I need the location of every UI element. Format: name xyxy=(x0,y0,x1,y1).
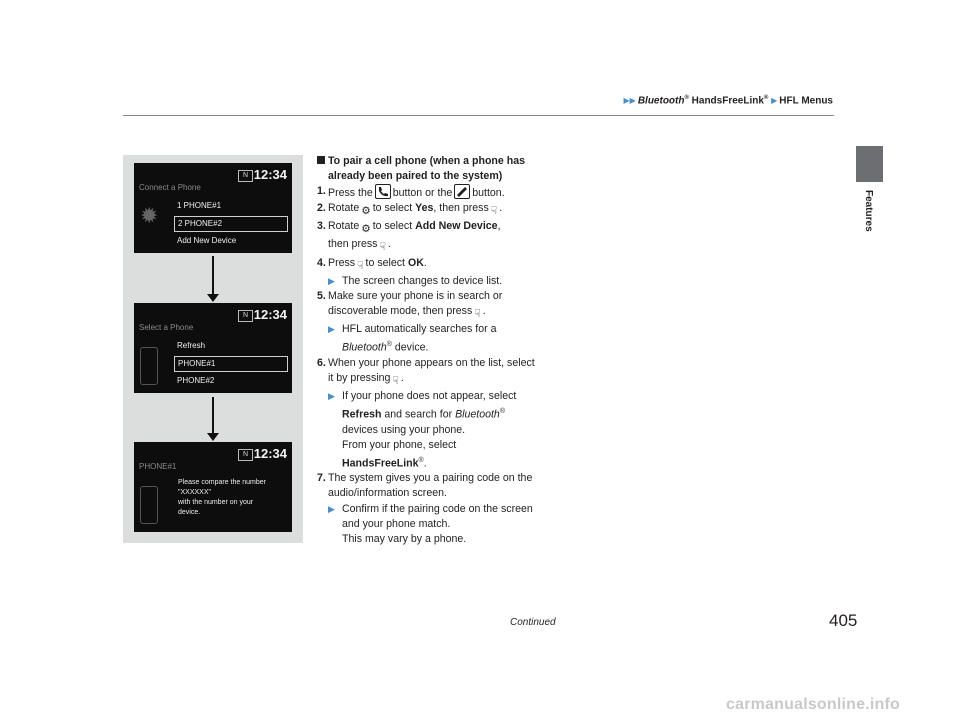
step-4 xyxy=(317,256,557,274)
result-text: This may vary by a phone. xyxy=(342,532,467,545)
step-text: discoverable mode, then press xyxy=(328,304,473,317)
step-number: 5. xyxy=(317,289,326,302)
step-number: 6. xyxy=(317,356,326,369)
step-text: to select xyxy=(372,202,413,215)
screen-title: Select a Phone xyxy=(139,323,194,332)
clock: 12:34 xyxy=(253,167,287,182)
result-text: device. xyxy=(391,341,429,354)
screen-pairing-code xyxy=(134,442,292,532)
pairing-confirm-text xyxy=(178,478,288,518)
continued-label: Continued xyxy=(510,617,556,628)
heading-line: To pair a cell phone (when a phone has xyxy=(328,155,525,167)
step-text: , xyxy=(497,220,501,233)
step-text: to select xyxy=(372,220,413,233)
step-number: 7. xyxy=(317,472,326,485)
step-text: button or the xyxy=(392,187,453,200)
menu-item-selected[interactable]: 2 PHONE#2 xyxy=(174,216,288,232)
step-7 xyxy=(317,471,557,501)
step-text: Make sure your phone is in search or xyxy=(328,289,503,302)
n-badge: N xyxy=(238,310,253,322)
result-text: devices using your phone. xyxy=(342,423,466,436)
result-text: HFL automatically searches for a xyxy=(342,322,497,335)
phone-icon xyxy=(140,347,158,385)
option-add-new-device: Add New Device xyxy=(415,220,498,233)
step-text: . xyxy=(482,304,486,317)
step-text: button. xyxy=(472,187,505,200)
result-text: Bluetooth xyxy=(455,408,500,421)
n-badge: N xyxy=(238,449,253,461)
breadcrumb-arrow-icon: ▶ xyxy=(771,96,778,106)
option-ok: OK xyxy=(407,256,424,269)
step-3 xyxy=(317,219,557,255)
step-text: . xyxy=(400,371,404,384)
option-yes: Yes xyxy=(415,202,434,215)
confirm-line: device. xyxy=(178,509,201,516)
step-4-result xyxy=(317,274,557,289)
selector-knob-icon: ⚙ xyxy=(361,223,371,236)
square-bullet-icon xyxy=(317,156,325,164)
result-text: and search for xyxy=(381,408,456,421)
section-label-text: Features xyxy=(863,190,874,232)
screen-select-phone xyxy=(134,303,292,393)
result-arrow-icon: ▶ xyxy=(328,323,335,334)
step-text: , then press xyxy=(433,202,489,215)
flow-arrow-line xyxy=(212,397,214,435)
breadcrumb-arrow-icon: ▶▶ xyxy=(623,96,636,106)
step-5-result xyxy=(317,322,557,356)
step-text: to select xyxy=(365,256,405,269)
press-knob-icon: ☟ xyxy=(392,374,399,387)
phone-signal-icon xyxy=(140,486,158,524)
selector-knob-icon: ⚙ xyxy=(361,205,371,218)
gear-icon: ✹ xyxy=(140,203,159,228)
screen-connect-phone xyxy=(134,163,292,253)
press-knob-icon: ☟ xyxy=(474,307,481,320)
result-text: . xyxy=(423,457,427,470)
registered-mark: ® xyxy=(418,456,424,464)
step-text: it by pressing xyxy=(328,371,391,384)
confirm-line: Please compare the number xyxy=(178,479,266,486)
breadcrumb-bluetooth: Bluetooth xyxy=(637,95,685,107)
flow-arrow-down-icon xyxy=(207,433,219,441)
watermark: carmanualsonline.info xyxy=(726,696,901,713)
menu-item[interactable]: Refresh xyxy=(177,341,206,350)
registered-mark: ® xyxy=(386,341,392,349)
confirm-line: with the number on your xyxy=(178,499,254,506)
step-number: 4. xyxy=(317,256,326,269)
screen-title: Connect a Phone xyxy=(139,183,201,192)
registered-mark: ® xyxy=(499,407,505,415)
phone-button-icon xyxy=(375,184,391,199)
step-text: . xyxy=(423,256,427,269)
hang-up-button-icon xyxy=(454,184,470,199)
step-2 xyxy=(317,201,557,219)
step-text: then press xyxy=(328,238,378,251)
step-6 xyxy=(317,356,557,389)
result-text: If your phone does not appear, select xyxy=(342,389,517,402)
page-number: 405 xyxy=(829,611,858,630)
flow-arrow-line xyxy=(212,256,214,296)
step-text: Press the xyxy=(328,187,373,200)
option-handsfreelink: HandsFreeLink xyxy=(342,457,419,470)
instructions xyxy=(317,154,557,547)
flow-arrow-down-icon xyxy=(207,294,219,302)
step-text: Rotate xyxy=(328,220,360,233)
option-refresh: Refresh xyxy=(342,408,382,421)
step-text: Rotate xyxy=(328,202,360,215)
result-arrow-icon: ▶ xyxy=(328,390,335,401)
breadcrumb-handsfreelink: HandsFreeLink xyxy=(688,95,764,107)
step-7-result xyxy=(317,502,557,547)
step-5 xyxy=(317,289,557,322)
screen-title: PHONE#1 xyxy=(139,462,177,471)
breadcrumb-hfl-menus: HFL Menus xyxy=(779,95,833,107)
section-label xyxy=(862,190,876,250)
header-rule xyxy=(123,115,834,116)
step-text: Press xyxy=(328,256,356,269)
section-heading xyxy=(317,169,557,184)
step-text: . xyxy=(499,202,503,215)
step-1 xyxy=(317,184,557,201)
press-knob-icon: ☟ xyxy=(379,241,386,254)
step-6-result xyxy=(317,389,557,472)
press-knob-icon: ☟ xyxy=(490,205,498,218)
n-badge: N xyxy=(238,170,253,182)
section-heading xyxy=(317,154,557,169)
breadcrumb xyxy=(624,95,834,106)
step-number: 1. xyxy=(317,185,326,198)
step-text: . xyxy=(387,238,391,251)
menu-item[interactable]: PHONE#2 xyxy=(177,376,215,385)
press-knob-icon: ☟ xyxy=(357,259,364,272)
result-arrow-icon: ▶ xyxy=(328,275,335,286)
menu-item[interactable]: 1 PHONE#1 xyxy=(177,201,222,210)
registered-mark: ® xyxy=(763,95,769,101)
clock: 12:34 xyxy=(253,446,287,461)
result-text: Confirm if the pairing code on the screen xyxy=(342,502,533,515)
result-text: and your phone match. xyxy=(342,517,451,530)
result-arrow-icon: ▶ xyxy=(328,503,335,514)
menu-item[interactable]: Add New Device xyxy=(177,236,237,245)
result-text: From your phone, select xyxy=(342,438,457,451)
step-text: When your phone appears on the list, select xyxy=(328,356,535,369)
registered-mark: ® xyxy=(684,95,689,101)
section-tab xyxy=(856,146,883,182)
step-text: audio/information screen. xyxy=(328,487,447,500)
menu-item-selected[interactable]: PHONE#1 xyxy=(174,356,288,372)
step-number: 3. xyxy=(317,220,326,233)
clock: 12:34 xyxy=(253,307,287,322)
result-text: Bluetooth xyxy=(342,341,387,354)
step-number: 2. xyxy=(317,202,326,215)
result-text: The screen changes to device list. xyxy=(342,274,503,287)
pairing-code: "XXXXXX" xyxy=(178,489,211,496)
step-text: The system gives you a pairing code on the xyxy=(328,472,533,485)
heading-line: already been paired to the system) xyxy=(328,170,503,183)
